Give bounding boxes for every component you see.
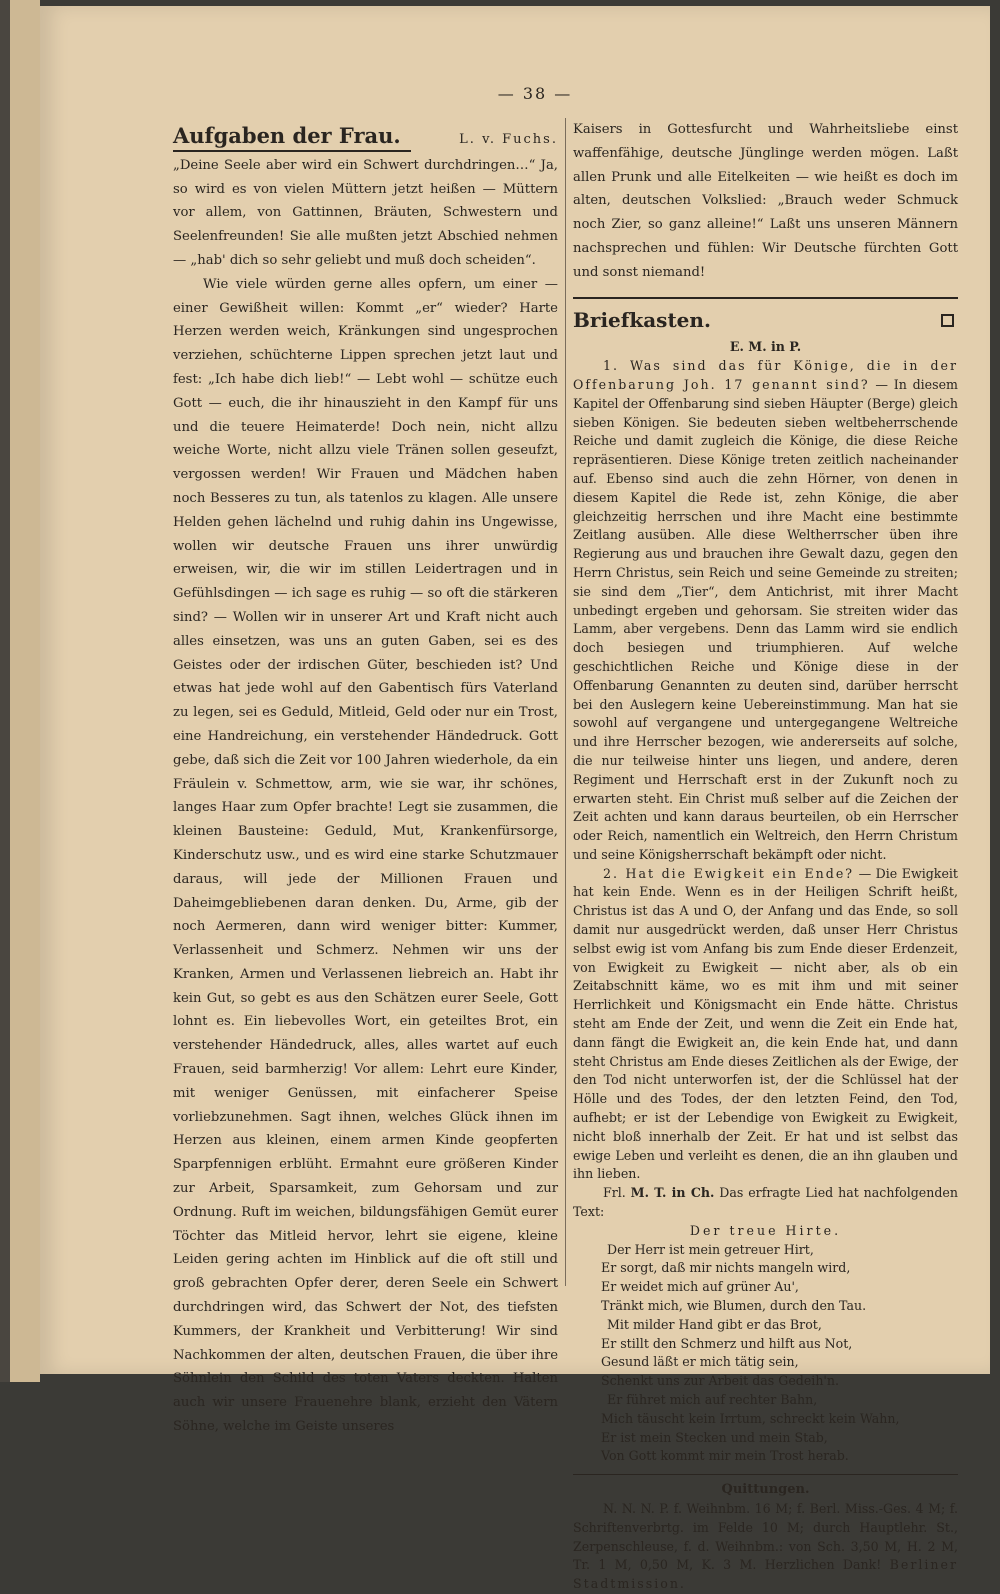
- briefkasten-body: [573, 338, 958, 1594]
- article-continuation: Kaisers in Gottesfurcht und Wahrheitsliebe einst waffenfähige, deutsche Jünglinge werden mögen. Laßt allen Prunk und alle Eitelkeiten — wie heißt es doch im alten, deutschen Volkslied: „Brauch weder Schmuck noch Zier, so ganz alleine!“ Laßt uns unseren Männern nachsprechen und fühlen: Wir Deutsche fürchten Gott und sonst niemand!: [573, 122, 958, 280]
- square-ornament-icon: [941, 314, 954, 327]
- answer-2: [573, 865, 958, 1185]
- receipts-text: [573, 1500, 958, 1594]
- addressee-2-text: Das erfragte Lied hat nachfolgenden Text:: [573, 1185, 958, 1220]
- poem-line: Mich täuscht kein Irrtum, schreckt kein Wahn,: [601, 1410, 900, 1426]
- page-number: — 38 —: [497, 84, 573, 103]
- right-column: [573, 118, 958, 1594]
- poem-line: Er stillt den Schmerz und hilft aus Not,: [601, 1335, 853, 1351]
- briefkasten-header: [573, 297, 958, 333]
- poem-line: Er weidet mich auf grüner Au',: [601, 1279, 799, 1295]
- receipts-body: N. N. N. P. f. Weihnbm. 16 M; f. Berl. Miss.-Ges. 4 M; f. Schriftenverbrtg. im Felde 10 M; durch Hauptlehr. St., Zerpenschleuse, f. d. Weihnbm.: von Sch. 3,50 M, H. 2 M, Tr. 1 M, 0,50 M, K. 3 M. Herzlichen Dank!: [573, 1500, 958, 1573]
- article-author: L. v. Fuchs.: [459, 132, 558, 147]
- left-column: [173, 124, 558, 1439]
- column-divider: [565, 118, 566, 1286]
- poem-line: Schenkt uns zur Arbeit das Gedeih'n.: [601, 1373, 840, 1389]
- article-paragraph: Wie viele würden gerne alles opfern, um einer — einer Gewißheit willen: Kommt „er“ wieder? Harte Herzen werden weich, Kränkungen sind ungesprochen verziehen, schüchterne Lippen sprechen jetzt laut und fest: „Ich habe dich lieb!“ — Lebt wohl — schütze euch Gott — euch, die ihr hinauszieht in den Kampf für uns und die teuere Heimaterde! Doch nein, nicht allzu weiche Worte, nicht allzu viele Tränen sollen geseufzt, vergossen werden! Wir Frauen und Mädchen haben noch Besseres zu tun, als tatenlos zu klagen. Alle unsere Helden gehen lächelnd und ruhig dahin ins Ungewisse, wollen wir deutsche Frauen uns ihrer unwürdig erweisen, wir, die wir im stillen Leidertragen und in Gefühlsdingen — ich sage es ruhig — so oft die stärkeren sind? — Wollen wir in unserer Art und Kraft nicht auch alles einsetzen, was uns an guten Gaben, sei es des Geistes oder der irdischen Güter, beschieden ist? Und etwas hat jede wohl auf den Gabentisch fürs Vaterland zu legen, sei es Geduld, Mitleid, Geld oder nur ein Trost, eine Handreichung, ein verstehender Händedruck. Gott gebe, daß sich die Zeit vor 100 Jahren wiederhole, da ein Fräulein v. Schmettow, arm, wie sie war, ihr schönes, langes Haar zum Opfer brachte! Legt sie zusammen, die kleinen Bausteine: Geduld, Mut, Krankenfürsorge, Kinderschutz usw., und es wird eine starke Schutzmauer daraus, will jede der Millionen Frauen und Daheimgebliebenen daran denken. Du, Arme, gib der noch Aermeren, dann wird weniger bitter: Kummer, Verlassenheit und Schmerz. Nehmen wir uns der Kranken, Armen und Verlassenen liebreich an. Habt ihr kein Gut, so gebt es aus den Schätzen eurer Seele, Gott lohnt es. Ein liebevolles Wort, ein geteiltes Brot, ein verstehender Händedruck, alles, alles wartet auf euch Frauen, seid barmherzig! Vor allem: Lehrt eure Kinder, mit weniger Genüssen, mit einfacherer Speise vorliebzunehmen. Sagt ihnen, welches Glück ihnen im Herzen aus kleinen, einem armen Kinde geopferten Sparpfennigen erblüht. Ermahnt eure größeren Kinder zur Arbeit, Sparsamkeit, zum Gehorsam und zur Ordnung. Ruft im weichen, bildungsfähigen Gemüt eurer Töchter das Mitleid hervor, lehrt sie eigene, kleine Leiden gering achten im Hinblick auf die oft still und groß gebrachten Opfer derer, deren Seele ein Schwert durchdringen wird, das Schwert der Not, des tiefsten Kummers, der Krankheit und Verbitterung! Wir sind Nachkommen der alten, deutschen Frauen, die über ihre Söhnlein den Schild des toten Vaters deckten. Halten auch wir unsere Frauenehre blank, erzieht den Vätern Söhne, welche im Geiste unseres: [173, 276, 558, 1435]
- addressee-2-paragraph: [573, 1184, 958, 1222]
- poem-line: Gesund läßt er mich tätig sein,: [601, 1354, 799, 1370]
- article-title: Aufgaben der Frau.: [173, 124, 401, 151]
- poem-line: Tränkt mich, wie Blumen, durch den Tau.: [601, 1298, 867, 1314]
- poem: [573, 1241, 958, 1467]
- receipts-signature: Berliner Stadtmission.: [573, 1557, 958, 1592]
- question-2: 2. Hat die Ewigkeit ein Ende?: [603, 865, 855, 881]
- poem-line: Mit milder Hand gibt er das Brot,: [607, 1316, 822, 1332]
- poem-line: Er ist mein Stecken und mein Stab,: [601, 1429, 828, 1445]
- addressee: E. M. in P.: [729, 339, 802, 355]
- article-header: [173, 124, 558, 152]
- page-edge: [10, 0, 40, 1382]
- question-1: 1. Was sind das für Könige, die in der Offenbarung Joh. 17 genannt sind?: [573, 358, 958, 392]
- briefkasten-title: Briefkasten.: [573, 307, 711, 332]
- answer-1-text: — In diesem Kapitel der Offenbarung sind sieben Häupter (Berge) gleich sieben Königen. Sie bedeuten sieben weltbeherrschende Reiche und damit zugleich die Könige, die diese Reiche repräsentieren. Diese Könige treten zeitlich nacheinander auf. Ebenso sind auch die zehn Hörner, von denen in diesem Kapitel die Rede ist, zehn Könige, die aber gleichzeitig herrschen und ihre Macht eine bestimmte Zeitlang ausüben. Alle diese Weltherrscher üben ihre Regierung aus und brauchen ihre Gewalt dazu, gegen den Herrn Christus, sein Reich und seine Gemeinde zu streiten; sie sind dem „Tier“, dem Antichrist, mit ihrer Macht unbedingt ergeben und gehorsam. Sie streiten wider das Lamm, aber vergebens. Denn das Lamm wird sie endlich doch besiegen und triumphieren. Auf welche geschichtlichen Reiche und Könige diese in der Offenbarung Genannten zu deuten sind, darüber herrscht bei den Auslegern keine Uebereinstimmung. Man hat sie sowohl auf vergangene und untergegangene Weltreiche und ihre Herrscher bezogen, wie andererseits auf solche, die nur teilweise hinter uns liegen, und andere, deren Regiment und Herrschaft erst in der Zukunft noch zu erwarten steht. Ein Christ muß selber auf die Zeichen der Zeit achten und kann daraus beurteilen, ob ein Herrscher oder Reich, namentlich ein Weltreich, den Herrn Christum und seine Königsherrschaft bekämpft oder nicht.: [573, 376, 958, 862]
- poem-title: Der treue Hirte.: [689, 1222, 842, 1238]
- poem-line: Er führet mich auf rechter Bahn,: [607, 1392, 818, 1407]
- receipts-title: Quittungen.: [573, 1474, 958, 1500]
- answer-2-text: — Die Ewigkeit hat kein Ende. Wenn es in der Heiligen Schrift heißt, Christus ist das A und O, der Anfang und das Ende, so soll damit nur ausgedrückt werden, daß unser Herr Christus selbst ewig ist vom Anfang bis zum Ende dieser Erdenzeit, von Ewigkeit zu Ewigkeit — nicht aber, als ob ein Zeitabschnitt käme, wo es mit ihm und mit seiner Herrlichkeit und Königsmacht ein Ende hätte. Christus steht am Ende der Zeit, und wenn die Zeit ein Ende hat, dann fängt die Ewigkeit an, die kein Ende hat, und dann steht Christus am Ende dieses Zeitlichen als der Ewige, der den Tod nicht unterworfen ist, der die Schlüssel hat der Hölle und des Todes, der den letzten Feind, den Tod, aufhebt; er ist der Lebendige von Ewigkeit zu Ewigkeit, nicht bloß innerhalb der Zeit. Er hat und ist selbst das ewige Leben und verleiht es denen, die an ihn glauben und ihn lieben.: [573, 865, 958, 1182]
- poem-line: Der Herr ist mein getreuer Hirt,: [607, 1241, 814, 1257]
- article-paragraph: „Deine Seele aber wird ein Schwert durchdringen…“ Ja, so wird es von vielen Müttern jetzt heißen — Müttern vor allem, von Gattinnen, Bräuten, Schwestern und Seelenfreunden! Sie alle mußten jetzt Abschied nehmen — „hab' dich so sehr geliebt und muß doch scheiden“.: [173, 157, 558, 268]
- poem-line: Von Gott kommt mir mein Trost herab.: [601, 1448, 849, 1464]
- addressee-2-name: M. T. in Ch.: [630, 1185, 715, 1201]
- poem-line: Er sorgt, daß mir nichts mangeln wird,: [601, 1260, 851, 1276]
- addressee-2-prefix: Frl.: [603, 1185, 626, 1201]
- answer-1: [573, 357, 958, 865]
